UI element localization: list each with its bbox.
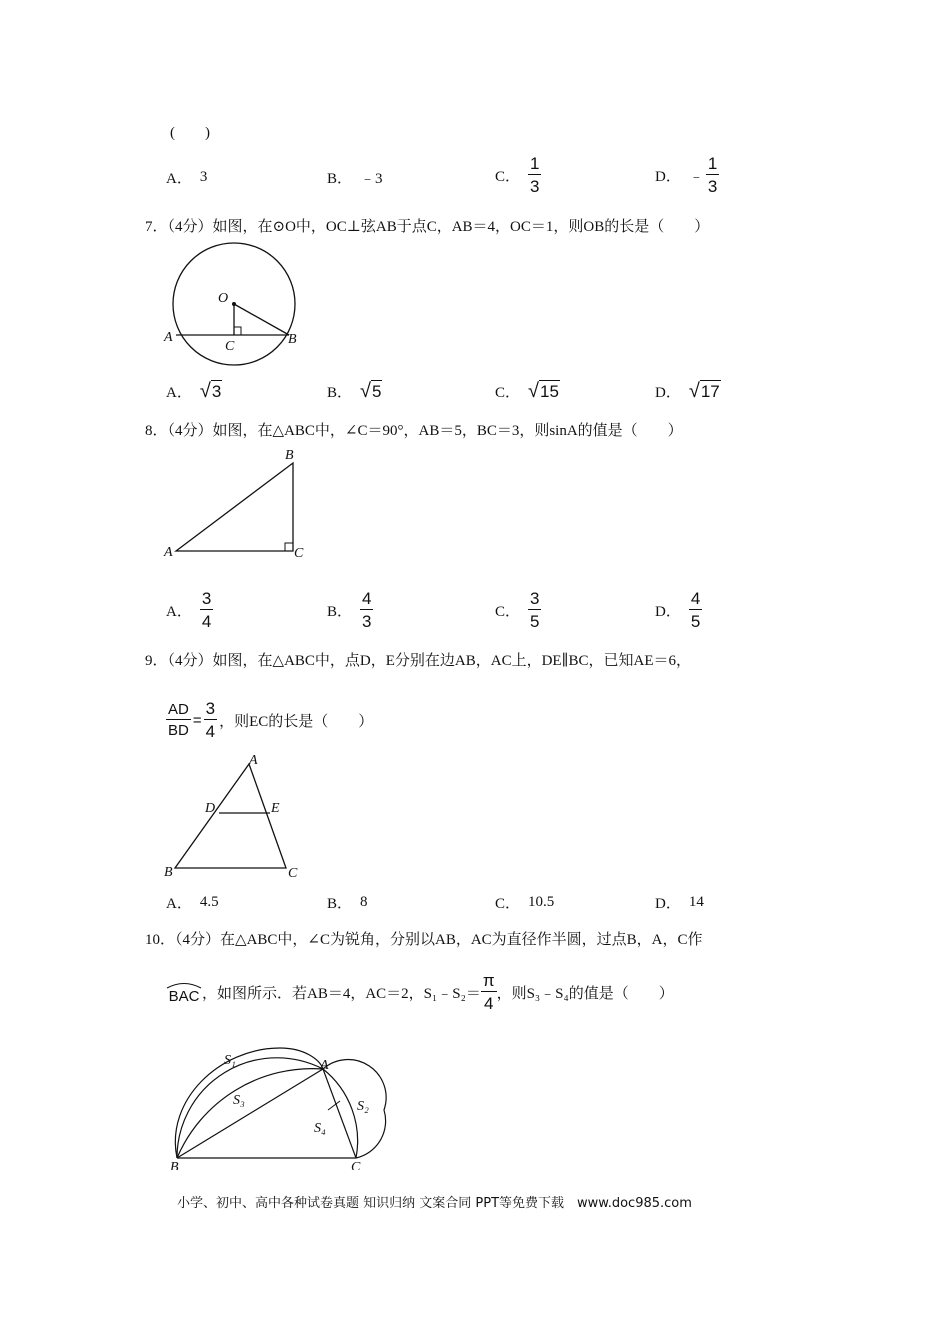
fraction-denominator: 3 <box>530 177 540 196</box>
fraction-denominator: BD <box>168 722 189 739</box>
option-label: D． <box>655 384 681 401</box>
fraction-numerator: AD <box>168 701 189 718</box>
arc-bac <box>166 981 202 1004</box>
question-score: （4分） <box>167 653 213 669</box>
radicand: 17 <box>700 382 720 401</box>
fraction <box>528 590 541 630</box>
option-label: D． <box>655 603 681 620</box>
option-value: 14 <box>688 894 704 910</box>
label-c: C <box>294 546 304 561</box>
q7-circle-figure <box>160 240 310 370</box>
segment-ob <box>234 304 289 335</box>
fraction-denominator: 4 <box>205 722 216 741</box>
q9-option-d[interactable] <box>655 892 704 913</box>
arc-label: BAC <box>168 987 200 1005</box>
equals-sign: = <box>192 711 202 729</box>
radical-sign-icon: √ <box>688 380 700 402</box>
option-value: 10.5 <box>528 894 555 910</box>
fraction <box>528 155 541 195</box>
center-point <box>232 302 236 306</box>
q6-option-b[interactable] <box>327 167 383 188</box>
option-label: C． <box>495 384 521 401</box>
option-label: C． <box>495 896 521 912</box>
q8-stem <box>145 419 683 440</box>
label-b: B <box>288 332 297 347</box>
label-a: A <box>164 545 173 560</box>
fraction <box>689 590 702 630</box>
q7-option-a[interactable] <box>166 380 222 402</box>
q10-semicircle-figure <box>160 1040 400 1170</box>
option-label: C． <box>495 168 521 185</box>
semicircle-ac <box>323 1060 386 1158</box>
q9-option-b[interactable] <box>327 892 368 913</box>
q10-stem-line2 <box>166 972 674 1012</box>
fraction-numerator: 1 <box>530 154 540 173</box>
option-label: D． <box>655 168 681 185</box>
option-label: B． <box>327 896 353 912</box>
square-root <box>528 380 560 402</box>
label-s3: S₃ <box>233 1093 245 1108</box>
q7-option-d[interactable] <box>655 380 721 402</box>
triangle-abc <box>176 463 293 551</box>
q6-option-c[interactable] <box>495 155 541 195</box>
question-number: 8． <box>145 423 168 439</box>
q8-option-a[interactable] <box>166 590 213 630</box>
q9-option-a[interactable] <box>166 892 219 913</box>
fraction-numerator: 1 <box>707 154 718 173</box>
label-s4: S₄ <box>314 1121 326 1136</box>
option-label: A． <box>166 603 192 620</box>
fraction <box>706 155 719 195</box>
radicand: 5 <box>372 382 382 401</box>
q10-stem <box>145 928 703 949</box>
question-number: 7． <box>145 219 168 235</box>
question-text: 如图，在⊙O中，OC⊥弦AB于点C，AB＝4，OC＝1，则OB的长是（ ） <box>212 219 710 235</box>
fraction-numerator: 3 <box>201 589 212 608</box>
triangle-abc <box>175 764 286 868</box>
fraction-numerator: 4 <box>362 589 372 608</box>
q8-option-b[interactable] <box>327 590 373 630</box>
radicand: 3 <box>211 382 222 401</box>
option-value: 3 <box>199 169 208 185</box>
right-angle-mark <box>285 543 293 551</box>
ratio-ad-bd <box>166 702 191 738</box>
option-label: B． <box>327 171 353 187</box>
label-a: A <box>249 753 258 768</box>
option-label: C． <box>495 603 521 620</box>
q7-stem <box>145 215 709 236</box>
question-text: ，则EC的长是（ ） <box>219 713 374 730</box>
question-text: ，如图所示．若AB＝4，AC＝2，S₁﹣S₂＝ <box>202 985 481 1002</box>
square-root <box>360 380 382 402</box>
radical-sign-icon: √ <box>360 380 371 402</box>
q6-answer-paren: ( ) <box>170 125 210 141</box>
fraction-denominator: 4 <box>201 612 212 631</box>
fraction-denominator: 5 <box>530 612 540 631</box>
q8-option-c[interactable] <box>495 590 541 630</box>
label-b: B <box>164 865 173 880</box>
right-angle-mark <box>234 327 241 335</box>
q9-triangle-figure <box>160 748 310 883</box>
label-b: B <box>170 1160 179 1170</box>
radical-sign-icon: √ <box>528 380 539 402</box>
fraction-denominator: 4 <box>483 994 494 1013</box>
q6-option-a[interactable] <box>166 167 207 188</box>
option-value: 8 <box>360 894 368 910</box>
question-number: 10． <box>145 932 176 948</box>
segment-ac <box>323 1069 356 1158</box>
option-value: ﹣3 <box>360 171 383 187</box>
label-c: C <box>288 866 298 881</box>
label-s1: S₁ <box>224 1053 236 1068</box>
outer-arc-ab <box>175 1048 323 1158</box>
question-score: （4分） <box>167 423 213 439</box>
label-c: C <box>351 1160 361 1170</box>
option-label: B． <box>327 603 353 620</box>
page-footer: 小学、初中、高中各种试卷真题 知识归纳 文案合同 PPT等免费下载 www.doc985.com <box>177 1196 692 1211</box>
pi-over-4 <box>481 972 497 1012</box>
fraction-numerator: 4 <box>690 589 701 608</box>
fraction-numerator: π <box>482 971 495 990</box>
q7-option-c[interactable] <box>495 380 560 402</box>
label-a: A <box>320 1058 329 1073</box>
minus-sign: ﹣ <box>688 168 704 185</box>
question-text: 如图，在△ABC中，∠C＝90°，AB＝5，BC＝3，则sinA的值是（ ） <box>212 423 683 439</box>
fraction <box>200 590 213 630</box>
option-label: A． <box>166 896 192 912</box>
q8-option-d[interactable] <box>655 590 702 630</box>
radical-sign-icon: √ <box>199 380 211 402</box>
q9-option-c[interactable] <box>495 892 554 913</box>
question-score: （4分） <box>167 219 213 235</box>
q9-stem-line2 <box>166 700 373 740</box>
option-label: D． <box>655 896 681 912</box>
square-root <box>689 380 721 402</box>
radicand: 15 <box>540 382 559 401</box>
question-score: （4分） <box>175 932 221 948</box>
option-label: A． <box>166 171 192 187</box>
option-label: B． <box>327 384 353 401</box>
q6-option-d[interactable] <box>655 155 719 195</box>
label-e: E <box>271 801 280 816</box>
label-c: C <box>225 339 235 354</box>
question-number: 9． <box>145 653 168 669</box>
question-text: ，则S₃﹣S₄的值是（ ） <box>496 985 674 1002</box>
ratio-value <box>204 700 217 740</box>
label-o: O <box>218 291 229 306</box>
fraction-denominator: 3 <box>362 612 372 631</box>
fraction-numerator: 3 <box>205 699 216 718</box>
square-root <box>200 380 222 402</box>
label-d: D <box>205 801 216 816</box>
question-text: 在△ABC中，∠C为锐角，分别以AB，AC为直径作半圆，过点B，A，C作 <box>220 932 703 948</box>
option-label: A． <box>166 384 192 401</box>
fraction-numerator: 3 <box>530 589 540 608</box>
label-s2: S₂ <box>357 1099 369 1114</box>
label-a: A <box>164 330 173 345</box>
fraction <box>360 590 373 630</box>
fraction-denominator: 3 <box>707 177 718 196</box>
q8-triangle-figure <box>160 443 320 568</box>
q9-stem <box>145 649 691 670</box>
label-b: B <box>285 448 294 463</box>
option-value: 4.5 <box>199 894 219 910</box>
q7-option-b[interactable] <box>327 380 382 402</box>
fraction-denominator: 5 <box>690 612 701 631</box>
question-text: 如图，在△ABC中，点D，E分别在边AB，AC上，DE∥BC，已知AE＝6， <box>212 653 692 669</box>
